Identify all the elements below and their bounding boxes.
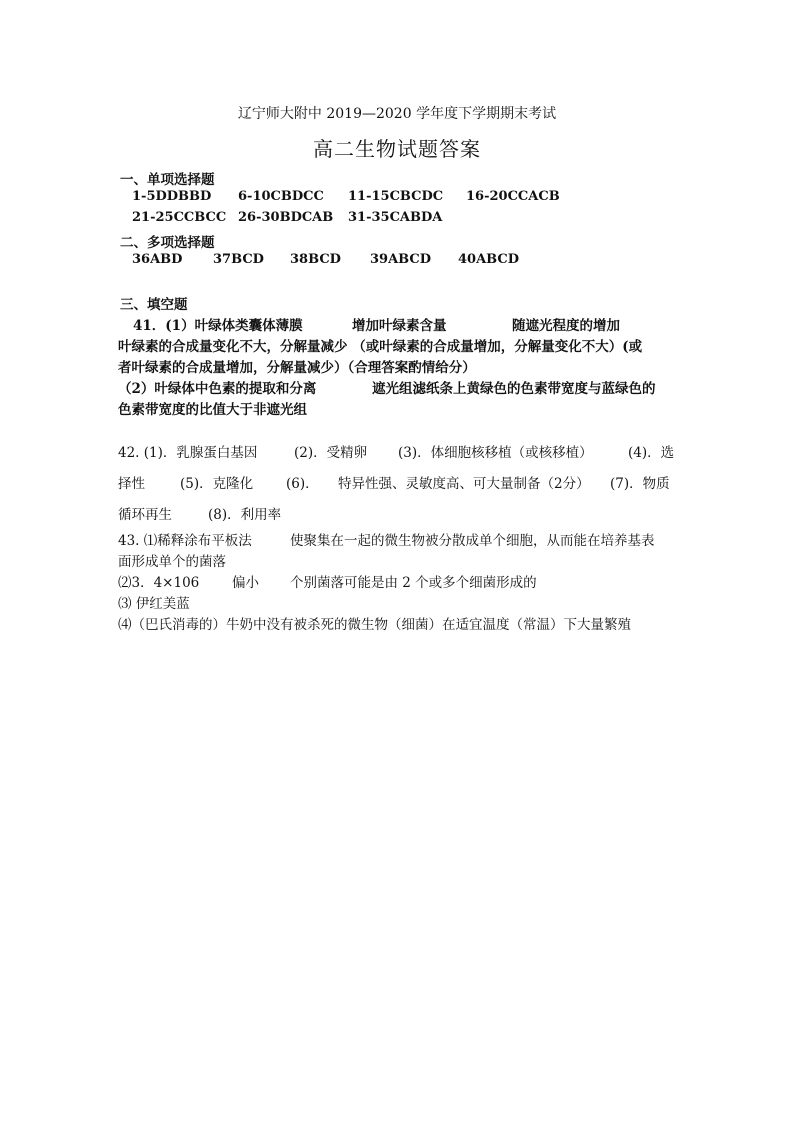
answer-40: 40ABCD: [458, 252, 520, 267]
q43-line1-part2: 使聚集在一起的微生物被分散成单个细胞，从而能在培养基表: [290, 533, 655, 549]
answer-31-35: 31-35CABDA: [348, 210, 443, 225]
answer-1-5: 1-5DDBBD: [132, 189, 212, 204]
section-heading-single-choice: 一、单项选择题: [120, 172, 215, 188]
q41-line1-part1: 41．(1）叶绿体类囊体薄膜: [133, 318, 303, 334]
q42-line3-part2: (8)．利用率: [208, 507, 282, 523]
q42-line1-part2: (2)．受精卵: [294, 445, 368, 461]
section-heading-fill-in: 三、填空题: [120, 297, 188, 313]
answer-39: 39ABCD: [370, 252, 432, 267]
q43-line3-part2: 偏小: [232, 575, 259, 591]
q42-line2-part4: 特异性强、灵敏度高、可大量制备（2分）: [338, 476, 590, 492]
answer-26-30: 26-30BDCAB: [238, 210, 334, 225]
page-title: 高二生物试题答案: [313, 137, 481, 161]
q41-line2: 叶绿素的合成量变化不大，分解量减少 （或叶绿素的合成量增加，分解量变化不大）(或: [118, 339, 643, 355]
q42-line2-part2: (5)．克隆化: [180, 476, 254, 492]
q41-line1-part3: 随遮光程度的增加: [512, 318, 620, 334]
q42-line2-part5: (7)．物质: [610, 476, 670, 492]
q41-line4-part2: 遮光组滤纸条上黄绿色的色素带宽度与蓝绿色的: [372, 381, 656, 397]
q42-line1-part3: (3)．体细胞核移植（或核移植）: [398, 445, 593, 461]
q42-line3-part1: 循环再生: [118, 507, 172, 523]
q43-line3-part1: ⑵3．4×106: [118, 575, 200, 591]
q41-line5: 色素带宽度的比值大于非遮光组: [118, 402, 307, 418]
q43-line2: 面形成单个的菌落: [118, 554, 226, 570]
q43-line5: ⑷（巴氏消毒的）牛奶中没有被杀死的微生物（细菌）在适宜温度（常温）下大量繁殖: [118, 617, 631, 633]
q42-line1-part4: (4)．选: [628, 445, 675, 461]
answer-21-25: 21-25CCBCC: [132, 210, 227, 225]
answer-37: 37BCD: [213, 252, 264, 267]
q43-line3-part3: 个别菌落可能是由 2 个或多个细菌形成的: [290, 575, 537, 591]
q42-line2-part3: (6)．: [286, 476, 319, 492]
q41-line3: 者叶绿素的合成量增加，分解量减少）（合理答案酌情给分）: [118, 360, 476, 376]
answer-6-10: 6-10CBDCC: [238, 189, 324, 204]
q42-line1-part1: 42. (1)．乳腺蛋白基因: [118, 445, 258, 461]
answer-16-20: 16-20CCACB: [466, 189, 560, 204]
section-heading-multi-choice: 二、多项选择题: [120, 235, 215, 251]
answer-11-15: 11-15CBCDC: [348, 189, 444, 204]
q41-line1-part2: 增加叶绿素含量: [352, 318, 447, 334]
q43-line1-part1: 43. ⑴稀释涂布平板法: [118, 533, 252, 549]
answer-36: 36ABD: [132, 252, 183, 267]
q43-line4: ⑶ 伊红美蓝: [118, 596, 190, 612]
school-exam-line: 辽宁师大附中 2019—2020 学年度下学期期末考试: [237, 106, 557, 122]
answer-38: 38BCD: [290, 252, 341, 267]
q41-line4-part1: （2）叶绿体中色素的提取和分离: [118, 381, 317, 397]
q42-line2-part1: 择性: [118, 476, 145, 492]
